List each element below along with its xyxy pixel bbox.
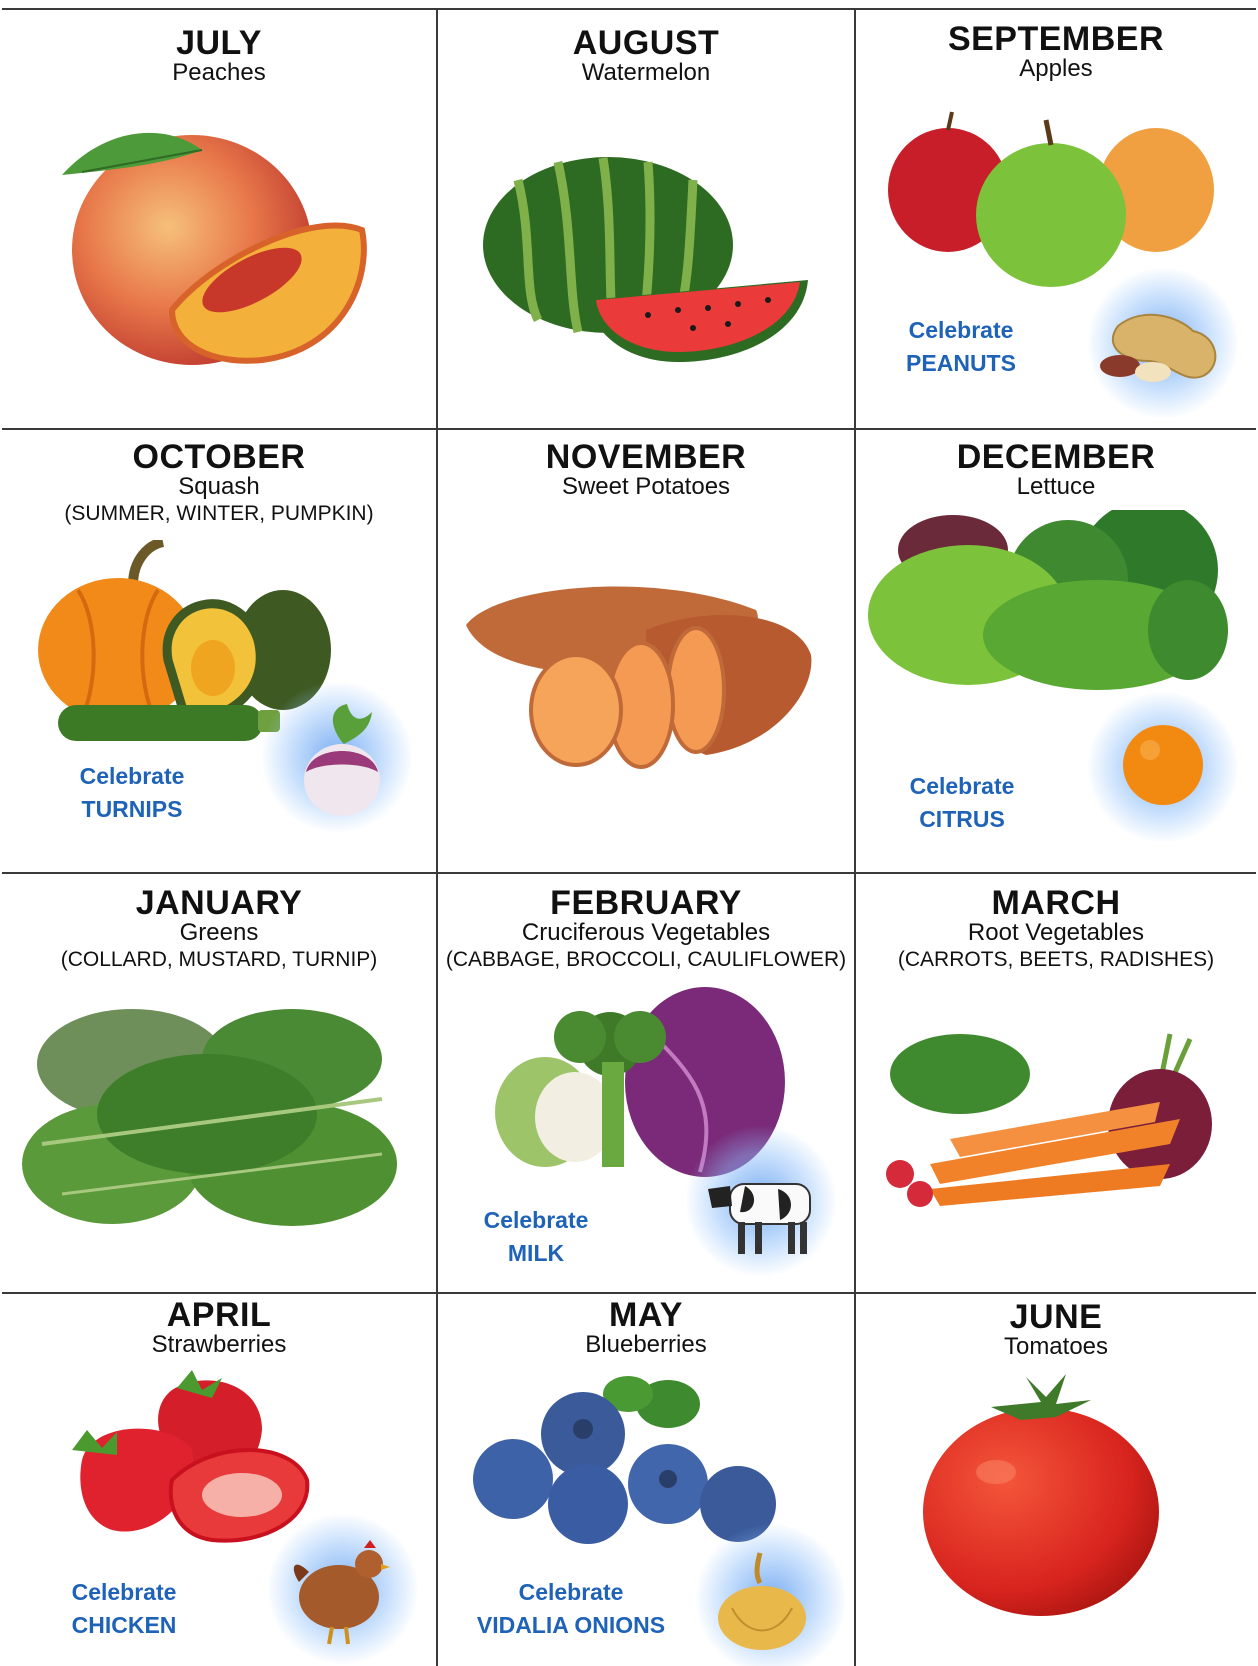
celebrate-callout xyxy=(54,1576,194,1642)
celebrate-label: Celebrate xyxy=(518,1579,624,1605)
month-header xyxy=(856,1300,1256,1360)
strawberries-illustration xyxy=(62,1370,322,1550)
month-title: MARCH xyxy=(991,884,1121,922)
celebrate-label: Celebrate xyxy=(908,317,1014,343)
celebrate-callout xyxy=(456,1576,686,1642)
month-title: OCTOBER xyxy=(132,438,306,476)
produce-name: Peaches xyxy=(172,59,266,86)
greens-illustration xyxy=(22,1004,402,1234)
produce-name: Greens xyxy=(179,919,259,946)
month-header xyxy=(438,1298,854,1358)
month-title: APRIL xyxy=(166,1296,272,1334)
month-header xyxy=(2,886,436,974)
produce-name: Root Vegetables xyxy=(967,919,1145,946)
month-header xyxy=(2,440,436,528)
celebrate-label: Celebrate xyxy=(909,773,1015,799)
onion-illustration xyxy=(712,1548,812,1653)
month-card-may xyxy=(438,1294,856,1666)
celebrate-callout xyxy=(896,314,1026,380)
produce-name: Blueberries xyxy=(585,1331,707,1358)
celebrate-item: VIDALIA ONIONS xyxy=(476,1612,666,1638)
celebrate-item: PEANUTS xyxy=(906,350,1016,376)
month-header xyxy=(2,1298,436,1358)
month-title: JUNE xyxy=(1009,1298,1103,1336)
produce-name: Tomatoes xyxy=(1003,1333,1109,1360)
month-title: JANUARY xyxy=(135,884,303,922)
celebrate-label: Celebrate xyxy=(71,1579,177,1605)
month-card-march xyxy=(856,874,1256,1294)
month-header xyxy=(438,26,854,86)
blueberries-illustration xyxy=(468,1374,788,1549)
produce-name: Cruciferous Vegetables xyxy=(521,919,771,946)
month-card-april xyxy=(2,1294,438,1666)
month-title: NOVEMBER xyxy=(545,438,747,476)
celebrate-item: MILK xyxy=(507,1240,565,1266)
celebrate-callout xyxy=(62,760,202,826)
produce-varieties: (COLLARD, MUSTARD, TURNIP) xyxy=(60,948,378,971)
month-card-december xyxy=(856,430,1256,874)
month-header xyxy=(438,440,854,500)
produce-name: Sweet Potatoes xyxy=(561,473,731,500)
month-header xyxy=(2,26,436,86)
month-title: FEBRUARY xyxy=(550,884,742,922)
celebrate-item: TURNIPS xyxy=(81,796,183,822)
month-card-july xyxy=(2,10,438,430)
orange-illustration xyxy=(1118,718,1208,808)
chicken-illustration xyxy=(284,1532,394,1647)
turnip-illustration xyxy=(292,702,392,822)
month-title: MAY xyxy=(609,1296,683,1334)
tomato-illustration xyxy=(916,1372,1166,1622)
month-card-november xyxy=(438,430,856,874)
peanuts-illustration xyxy=(1098,306,1228,386)
month-title: JULY xyxy=(176,24,262,62)
month-header xyxy=(438,886,854,974)
month-header xyxy=(856,22,1256,82)
lettuce-illustration xyxy=(868,510,1228,695)
celebrate-item: CITRUS xyxy=(919,806,1005,832)
produce-varieties: (CARROTS, BEETS, RADISHES) xyxy=(897,948,1215,971)
month-card-august xyxy=(438,10,856,430)
month-title: SEPTEMBER xyxy=(947,20,1165,58)
month-card-september xyxy=(856,10,1256,430)
produce-varieties: (SUMMER, WINTER, PUMPKIN) xyxy=(64,502,374,525)
celebrate-item: CHICKEN xyxy=(71,1612,177,1638)
sweet-potato-illustration xyxy=(456,570,816,770)
peach-illustration xyxy=(42,110,382,380)
month-header xyxy=(856,440,1256,500)
celebrate-label: Celebrate xyxy=(483,1207,589,1233)
produce-name: Watermelon xyxy=(581,59,711,86)
produce-name: Lettuce xyxy=(1016,473,1096,500)
month-header xyxy=(856,886,1256,974)
produce-name: Apples xyxy=(1019,55,1093,82)
celebrate-label: Celebrate xyxy=(79,763,185,789)
produce-calendar-grid xyxy=(2,8,1256,1666)
month-card-february xyxy=(438,874,856,1294)
cow-illustration xyxy=(700,1164,830,1259)
produce-name: Strawberries xyxy=(151,1331,287,1358)
root-vegetables-illustration xyxy=(870,1024,1240,1224)
month-title: AUGUST xyxy=(572,24,720,62)
produce-varieties: (CABBAGE, BROCCOLI, CAULIFLOWER) xyxy=(445,948,847,971)
celebrate-callout xyxy=(456,1204,616,1270)
month-card-october xyxy=(2,430,438,874)
month-card-january xyxy=(2,874,438,1294)
watermelon-illustration xyxy=(478,150,818,370)
produce-name: Squash xyxy=(178,473,260,500)
celebrate-callout xyxy=(892,770,1032,836)
month-card-june xyxy=(856,1294,1256,1666)
month-title: DECEMBER xyxy=(956,438,1156,476)
apples-illustration xyxy=(886,110,1226,290)
